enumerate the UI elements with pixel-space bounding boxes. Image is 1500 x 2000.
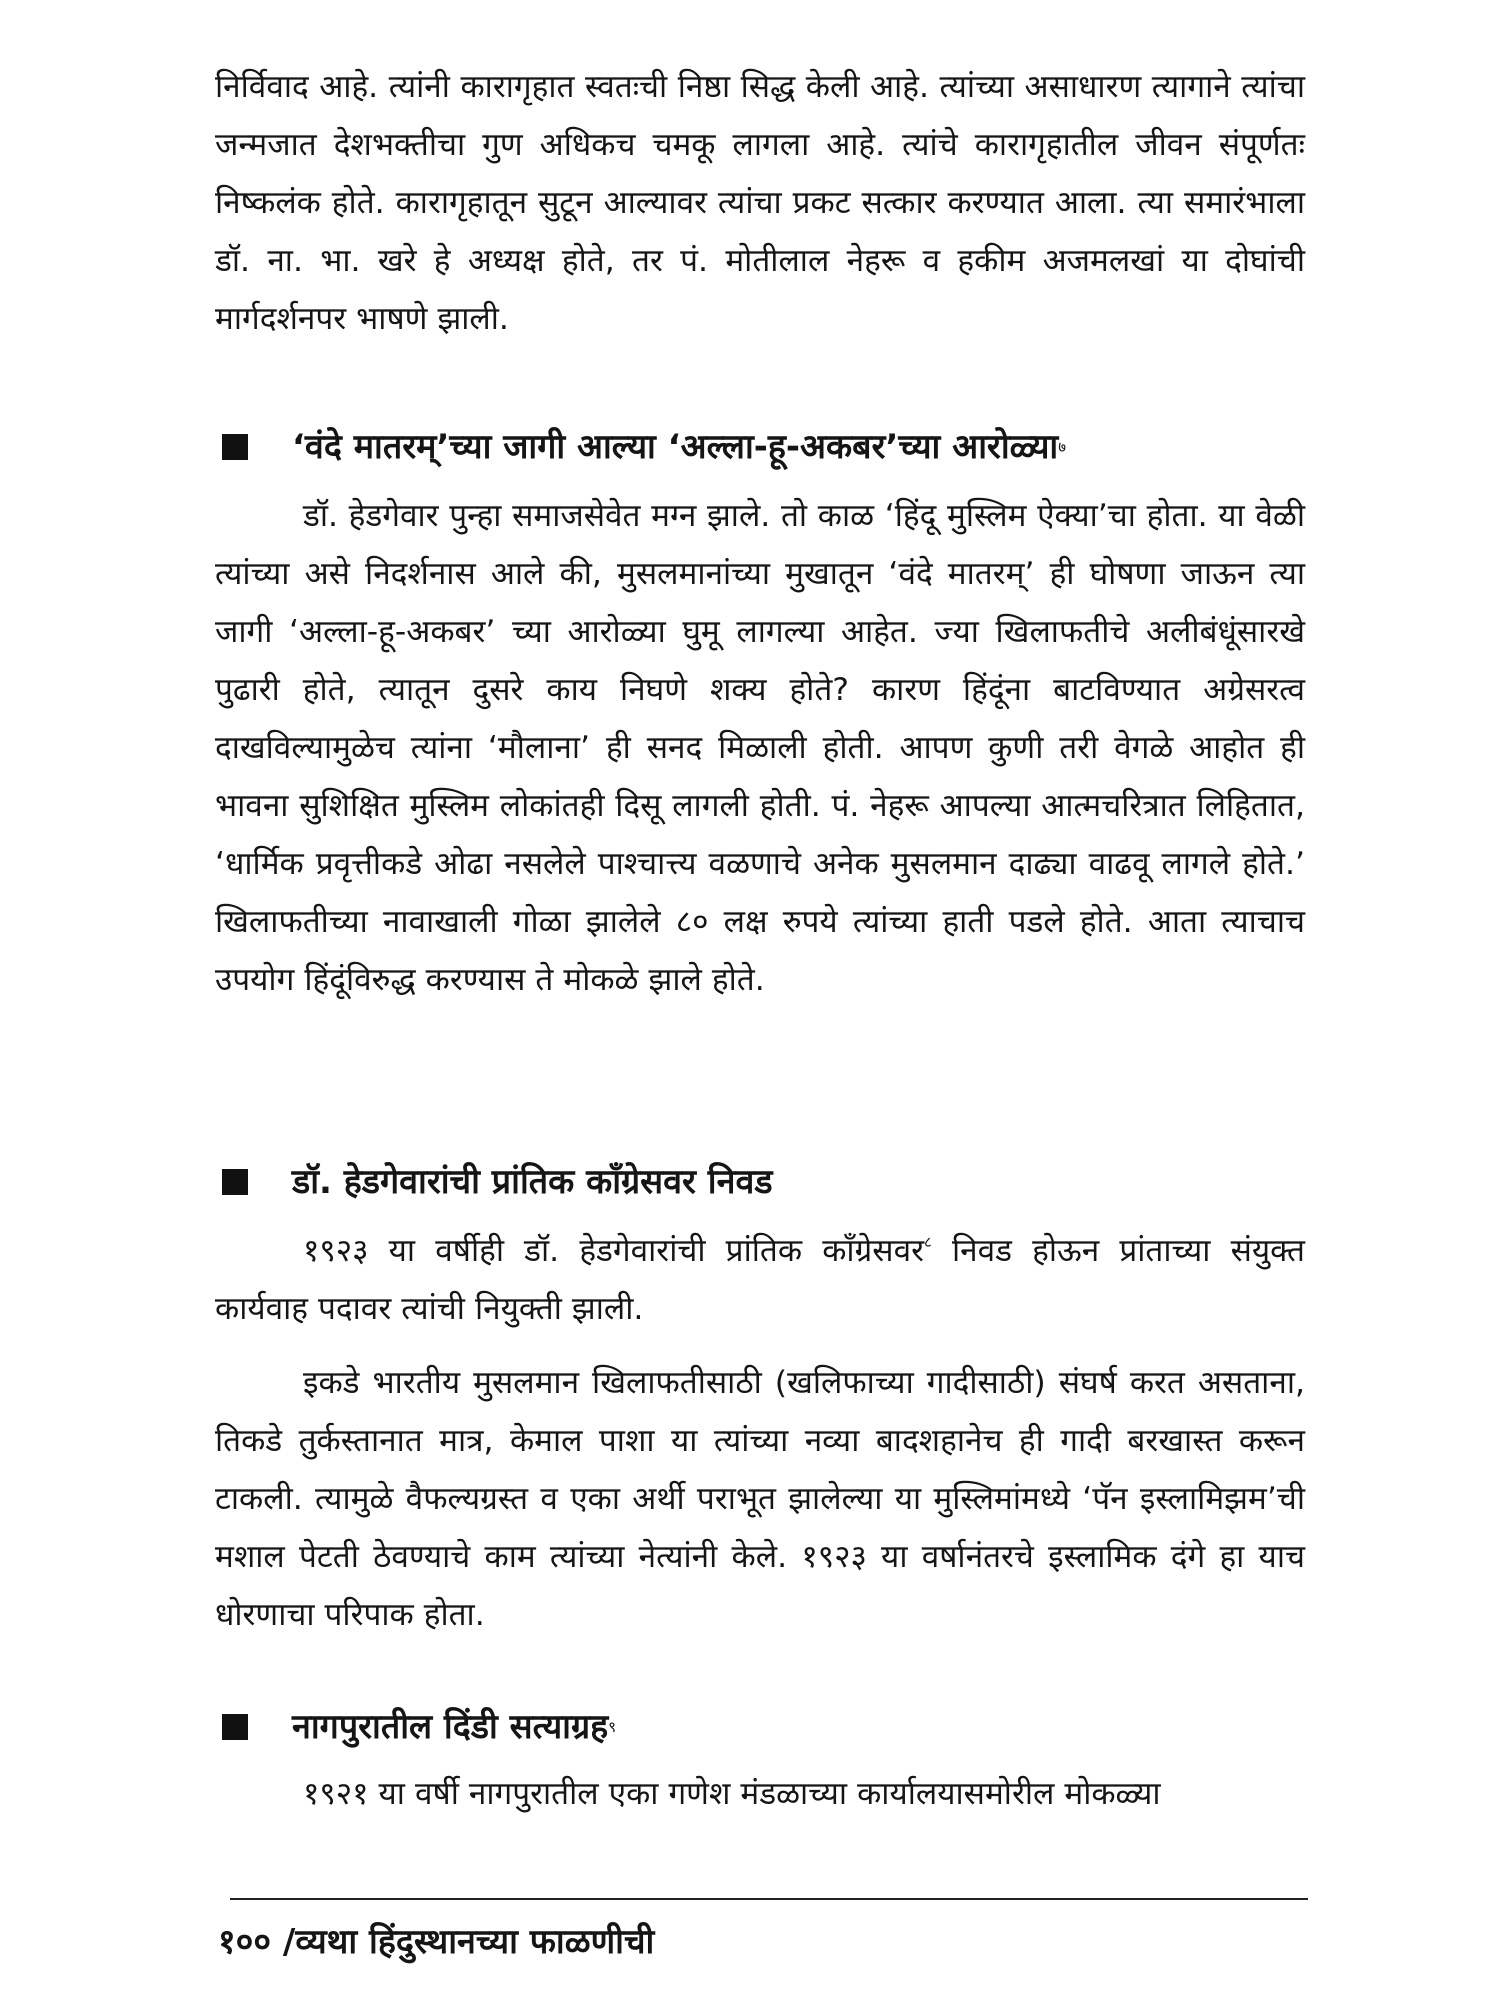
section-heading-hedgewar-election <box>222 1160 1312 1204</box>
book-title: व्यथा हिंदुस्थानच्या फाळणीची <box>295 1922 655 1962</box>
page-footer <box>218 1920 654 1964</box>
intro-paragraph-block <box>215 58 1305 348</box>
square-bullet-icon <box>222 1714 248 1740</box>
intro-paragraph: निर्विवाद आहे. त्यांनी कारागृहात स्वतःची निष्ठा सिद्ध केली आहे. त्यांच्या असाधारण त्यागाने त्यांचा जन्मजात देशभक्तीचा गुण अधिकच चमकू लागला आहे. त्यांचे कारागृहातील जीवन संपूर्णतः निष्कलंक होते. कारागृहातून सुटून आल्यावर त्यांचा प्रकट सत्कार करण्यात आला. त्या समारंभाला डॉ. ना. भा. खरे हे अध्यक्ष होते, तर पं. मोतीलाल नेहरू व हकीम अजमलखां या दोघांची मार्गदर्शनपर भाषणे झाली. <box>215 69 1305 337</box>
section-heading-vande-mataram: ‘वंदे मातरम्’च्या जागी आल्या ‘अल्ला-हू-अकबर’च्या आरोळ्या ७ <box>222 425 1312 469</box>
section-title: डॉ. हेडगेवारांची प्रांतिक काँग्रेसवर निवड <box>292 1162 773 1202</box>
section2-paragraph-2: इकडे भारतीय मुसलमान खिलाफतीसाठी (खलिफाच्या गादीसाठी) संघर्ष करत असताना, तिकडे तुर्कस्तानात मात्र, केमाल पाशा या त्यांच्या नव्या बादशहानेच ही गादी बरखास्त करून टाकली. त्यामुळे वैफल्यग्रस्त व एका अर्थी पराभूत झालेल्या या मुस्लिमांमध्ये ‘पॅन इस्लामिझम’ची मशाल पेटती ठेवण्याचे काम त्यांच्या नेत्यांनी केले. १९२३ या वर्षानंतरचे इस्लामिक दंगे हा याच धोरणाचा परिपाक होता. <box>215 1365 1305 1633</box>
section-title: ‘वंदे मातरम्’च्या जागी आल्या ‘अल्ला-हू-अकबर’च्या आरोळ्या <box>292 427 1059 467</box>
footer-separator: / <box>282 1922 296 1962</box>
footnote-marker: ८ <box>924 1233 932 1251</box>
square-bullet-icon <box>222 1169 248 1195</box>
section3-body-block <box>215 1765 1305 1823</box>
section-heading-dindi-satyagraha: नागपुरातील दिंडी सत्याग्रह ९ <box>222 1705 1312 1749</box>
footer-divider <box>230 1898 1308 1900</box>
page-number: १०० <box>218 1922 272 1962</box>
section-title: नागपुरातील दिंडी सत्याग्रह <box>292 1707 609 1747</box>
square-bullet-icon <box>222 434 248 460</box>
section2-paragraph <box>215 1222 1305 1338</box>
section1-body-block <box>215 487 1305 1009</box>
section2-text-part1: १९२३ या वर्षीही डॉ. हेडगेवारांची प्रांतिक काँग्रेसवर <box>303 1233 924 1269</box>
section2-text-part2: निवड होऊन प्रांताच्या संयुक्त कार्यवाह पदावर त्यांची नियुक्ती झाली. <box>215 1233 1305 1327</box>
section2-body-block <box>215 1222 1305 1644</box>
section1-paragraph: डॉ. हेडगेवार पुन्हा समाजसेवेत मग्न झाले. तो काळ ‘हिंदू मुस्लिम ऐक्या’चा होता. या वेळी त्यांच्या असे निदर्शनास आले की, मुसलमानांच्या मुखातून ‘वंदे मातरम्’ ही घोषणा जाऊन त्या जागी ‘अल्ला-हू-अकबर’ च्या आरोळ्या घुमू लागल्या आहेत. ज्या खिलाफतीचे अलीबंधूंसारखे पुढारी होते, त्यातून दुसरे काय निघणे शक्य होते? कारण हिंदूंना बाटविण्यात अग्रेसरत्व दाखविल्यामुळेच त्यांना ‘मौलाना’ ही सनद मिळाली होती. आपण कुणी तरी वेगळे आहोत ही भावना सुशिक्षित मुस्लिम लोकांतही दिसू लागली होती. पं. नेहरू आपल्या आत्मचरित्रात लिहितात, ‘धार्मिक प्रवृत्तीकडे ओढा नसलेले पाश्चात्त्य वळणाचे अनेक मुसलमान दाढ्या वाढवू लागले होते.’ खिलाफतीच्या नावाखाली गोळा झालेले ८० लक्ष रुपये त्यांच्या हाती पडले होते. आता त्याचाच उपयोग हिंदूंविरुद्ध करण्यास ते मोकळे झाले होते. <box>215 498 1305 998</box>
section3-paragraph: १९२१ या वर्षी नागपुरातील एका गणेश मंडळाच्या कार्यालयासमोरील मोकळ्या <box>303 1776 1161 1812</box>
